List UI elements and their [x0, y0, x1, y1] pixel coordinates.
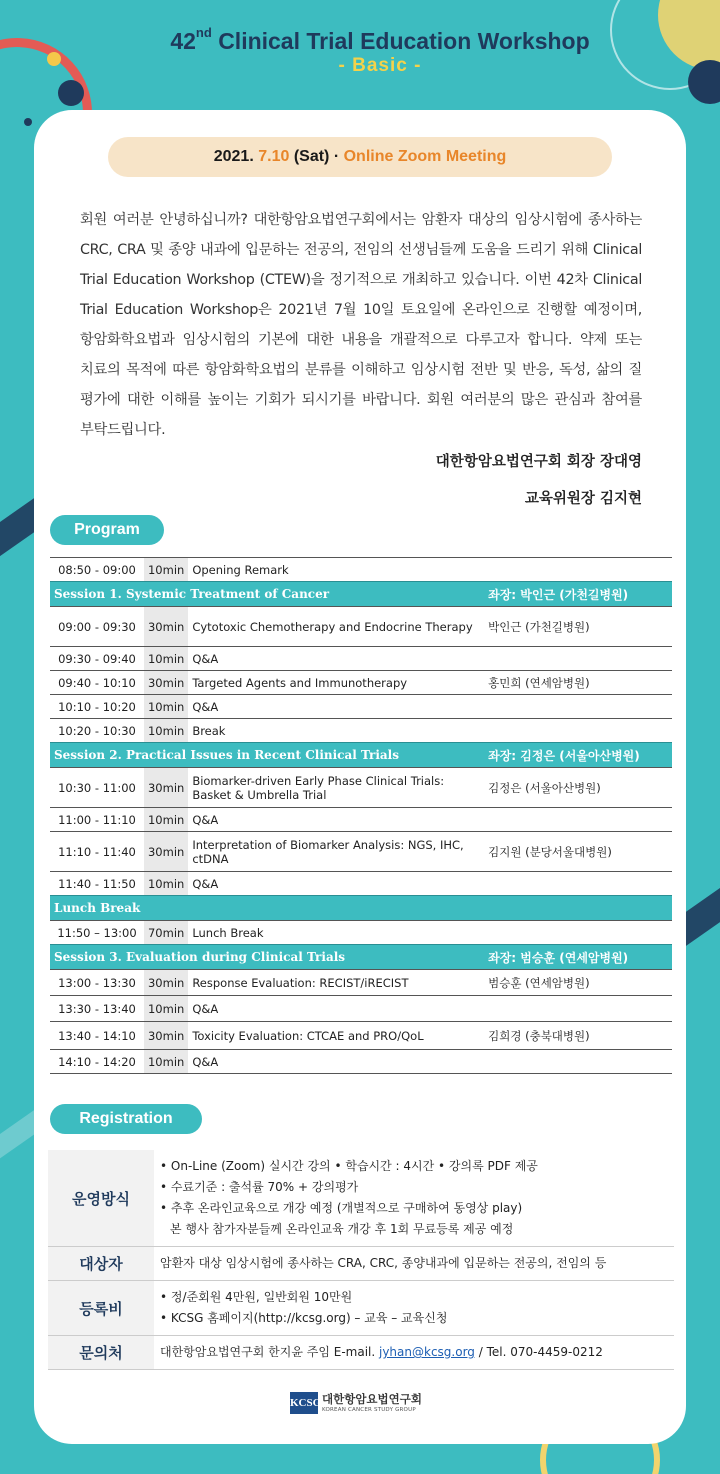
topic-cell: Q&A	[188, 695, 484, 719]
speaker-cell	[484, 996, 672, 1022]
session-chair: 좌장: 김정은 (서울아산병원)	[484, 743, 672, 768]
duration-cell: 30min	[144, 607, 188, 647]
time-cell: 09:30 - 09:40	[50, 647, 144, 671]
topic-cell: Cytotoxic Chemotherapy and Endocrine Therapy	[188, 607, 484, 647]
org-name-english: KOREAN CANCER STUDY GROUP	[322, 1406, 416, 1413]
session-header	[50, 743, 672, 768]
time-cell: 11:50 – 13:00	[50, 921, 144, 945]
intro-paragraph: 회원 여러분 안녕하십니까? 대한항암요법연구회에서는 암환자 대상의 임상시험에 종사하는 CRC, CRA 및 종양 내과에 입문하는 전공의, 전임의 선생님들께 도움을 드리기 위해 Clinical Trial Education Workshop (CTEW)을 정기적으로 개최하고 있습니다. 이번 42차 Clinical Trial Education Workshop은 2021년 7월 10일 토요일에 온라인으로 진행할 예정이며, 항암화학요법과 임상시험의 기본에 대한 내용을 개괄적으로 다루고자 합니다. 약제 또는 치료의 목적에 따른 항암화학요법의 분류를 이해하고 임상시험 전반 및 반응, 독성, 삶의 질 평가에 대한 이해를 높이는 기회가 되시기를 바랍니다. 회원 여러분의 많은 관심과 참여를 부탁드립니다.	[80, 212, 642, 438]
page-header	[0, 25, 720, 77]
registration-table	[48, 1150, 674, 1370]
table-row	[48, 1281, 674, 1336]
table-row	[50, 607, 672, 647]
speaker-cell: 김지원 (분당서울대병원)	[484, 832, 672, 872]
time-cell: 10:20 - 10:30	[50, 719, 144, 743]
duration-cell: 70min	[144, 921, 188, 945]
table-row	[50, 671, 672, 695]
session-chair: 좌장: 박인근 (가천길병원)	[484, 582, 672, 607]
session-title: Lunch Break	[50, 896, 672, 921]
duration-cell: 30min	[144, 671, 188, 695]
speaker-cell	[484, 647, 672, 671]
time-cell: 13:40 - 14:10	[50, 1022, 144, 1050]
table-row	[50, 921, 672, 945]
table-row	[50, 1050, 672, 1074]
org-name-korean: 대한항암요법연구회	[322, 1391, 422, 1406]
time-cell: 11:10 - 11:40	[50, 832, 144, 872]
table-row	[50, 832, 672, 872]
registration-section-label: Registration	[50, 1104, 202, 1134]
page-title: 42nd Clinical Trial Education Workshop	[170, 25, 590, 54]
date-banner: 2021. 7.10 (Sat) · Online Zoom Meeting	[108, 137, 612, 177]
time-cell: 08:50 - 09:00	[50, 558, 144, 582]
topic-cell: Interpretation of Biomarker Analysis: NGS, IHC, ctDNA	[188, 832, 484, 872]
duration-cell: 10min	[144, 996, 188, 1022]
row-label: 문의처	[48, 1336, 154, 1370]
speaker-cell	[484, 921, 672, 945]
program-section-label: Program	[50, 515, 164, 545]
session-header	[50, 945, 672, 970]
table-row	[50, 647, 672, 671]
operation-details: • On-Line (Zoom) 실시간 강의 • 학습시간 : 4시간 • 강의록 PDF 제공 • 수료기준 : 출석률 70% + 강의평가 • 추후 온라인교육으로 개강 예정 (개별적으로 구매하여 동영상 play) 본 행사 참가자분들께 온라인교육 개강 후 1회 무료등록 제공 예정	[154, 1150, 674, 1247]
table-row	[50, 996, 672, 1022]
duration-cell: 10min	[144, 647, 188, 671]
table-row	[50, 872, 672, 896]
topic-cell: Q&A	[188, 872, 484, 896]
time-cell: 09:00 - 09:30	[50, 607, 144, 647]
session-chair: 좌장: 범승훈 (연세암병원)	[484, 945, 672, 970]
speaker-cell	[484, 1050, 672, 1074]
topic-cell: Q&A	[188, 808, 484, 832]
table-row	[50, 768, 672, 808]
duration-cell: 30min	[144, 1022, 188, 1050]
speaker-cell	[484, 719, 672, 743]
duration-cell: 30min	[144, 970, 188, 996]
row-label: 대상자	[48, 1247, 154, 1281]
table-row	[48, 1150, 674, 1247]
duration-cell: 10min	[144, 558, 188, 582]
page-subtitle: - Basic -	[338, 55, 422, 76]
topic-cell: Q&A	[188, 1050, 484, 1074]
time-cell: 10:10 - 10:20	[50, 695, 144, 719]
topic-cell: Q&A	[188, 996, 484, 1022]
speaker-cell: 박인근 (가천길병원)	[484, 607, 672, 647]
topic-cell: Targeted Agents and Immunotherapy	[188, 671, 484, 695]
duration-cell: 30min	[144, 768, 188, 808]
topic-cell: Q&A	[188, 647, 484, 671]
speaker-cell: 김희경 (충북대병원)	[484, 1022, 672, 1050]
row-label: 운영방식	[48, 1150, 154, 1247]
time-cell: 14:10 - 14:20	[50, 1050, 144, 1074]
email-link[interactable]: jyhan@kcsg.org	[379, 1345, 475, 1359]
signature-education-chair: 교육위원장 김지현	[524, 491, 642, 507]
session-title: Session 3. Evaluation during Clinical Trials	[50, 945, 484, 970]
session-title: Session 1. Systemic Treatment of Cancer	[50, 582, 484, 607]
duration-cell: 10min	[144, 808, 188, 832]
session-title: Session 2. Practical Issues in Recent Clinical Trials	[50, 743, 484, 768]
kcsg-mark: KCSG	[290, 1392, 318, 1414]
contact-details: 대한항암요법연구회 한지윤 주임 E-mail. jyhan@kcsg.org / Tel. 070-4459-0212	[154, 1336, 674, 1370]
target-details: 암환자 대상 임상시험에 종사하는 CRA, CRC, 종양내과에 입문하는 전공의, 전임의 등	[154, 1247, 674, 1281]
topic-cell: Response Evaluation: RECIST/iRECIST	[188, 970, 484, 996]
program-table	[50, 557, 672, 1074]
time-cell: 11:00 - 11:10	[50, 808, 144, 832]
fee-details: • 정/준회원 4만원, 일반회원 10만원 • KCSG 홈페이지(http://kcsg.org) – 교육 – 교육신청	[154, 1281, 674, 1336]
duration-cell: 10min	[144, 719, 188, 743]
time-cell: 09:40 - 10:10	[50, 671, 144, 695]
decorative-dot	[24, 118, 32, 126]
topic-cell: Break	[188, 719, 484, 743]
time-cell: 13:00 - 13:30	[50, 970, 144, 996]
session-header	[50, 582, 672, 607]
table-row	[50, 558, 672, 582]
topic-cell: Lunch Break	[188, 921, 484, 945]
speaker-cell: 범승훈 (연세암병원)	[484, 970, 672, 996]
row-label: 등록비	[48, 1281, 154, 1336]
speaker-cell	[484, 808, 672, 832]
session-header	[50, 896, 672, 921]
table-row	[48, 1247, 674, 1281]
duration-cell: 10min	[144, 872, 188, 896]
table-row	[48, 1336, 674, 1370]
table-row	[50, 1022, 672, 1050]
table-row	[50, 970, 672, 996]
time-cell: 13:30 - 13:40	[50, 996, 144, 1022]
topic-cell: Biomarker-driven Early Phase Clinical Trials: Basket & Umbrella Trial	[188, 768, 484, 808]
kcsg-logo	[290, 1390, 422, 1416]
duration-cell: 30min	[144, 832, 188, 872]
topic-cell: Opening Remark	[188, 558, 672, 582]
time-cell: 10:30 - 11:00	[50, 768, 144, 808]
table-row	[50, 719, 672, 743]
table-row	[50, 808, 672, 832]
speaker-cell: 김정은 (서울아산병원)	[484, 768, 672, 808]
duration-cell: 10min	[144, 1050, 188, 1074]
speaker-cell	[484, 695, 672, 719]
time-cell: 11:40 - 11:50	[50, 872, 144, 896]
speaker-cell	[484, 872, 672, 896]
decorative-circle	[58, 80, 84, 106]
duration-cell: 10min	[144, 695, 188, 719]
signature-president: 대한항암요법연구회 회장 장대영	[435, 454, 642, 470]
speaker-cell: 홍민희 (연세암병원)	[484, 671, 672, 695]
topic-cell: Toxicity Evaluation: CTCAE and PRO/QoL	[188, 1022, 484, 1050]
table-row	[50, 695, 672, 719]
